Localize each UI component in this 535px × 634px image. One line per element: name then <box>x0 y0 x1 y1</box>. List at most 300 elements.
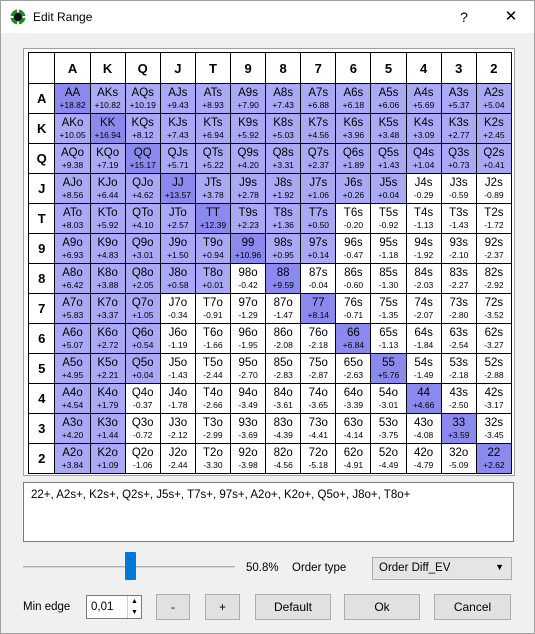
hand-cell[interactable] <box>301 384 336 414</box>
hand-cell[interactable] <box>195 174 230 204</box>
hand-label: 75o <box>308 357 328 369</box>
hand-label: 95s <box>379 237 398 249</box>
hand-cell[interactable] <box>406 444 441 474</box>
hand-ev: -2.18 <box>449 370 469 380</box>
hand-label: T7s <box>308 207 328 219</box>
hand-cell[interactable] <box>195 264 230 294</box>
hand-cell[interactable] <box>231 414 266 444</box>
hand-cell[interactable] <box>336 174 371 204</box>
hand-cell[interactable] <box>336 234 371 264</box>
hand-ev: -2.80 <box>449 310 469 320</box>
hand-cell[interactable] <box>160 264 195 294</box>
hand-cell[interactable] <box>231 114 266 144</box>
hand-cell[interactable] <box>160 324 195 354</box>
hand-cell[interactable] <box>371 354 406 384</box>
min-edge-label: Min edge <box>23 601 71 613</box>
hand-cell[interactable] <box>231 174 266 204</box>
column-header: 9 <box>231 53 266 84</box>
hand-ev: -3.45 <box>484 430 504 440</box>
hand-cell[interactable] <box>301 174 336 204</box>
hand-cell[interactable] <box>195 414 230 444</box>
hand-cell[interactable] <box>301 234 336 264</box>
hand-ev: +1.79 <box>96 400 119 410</box>
hand-cell[interactable] <box>301 354 336 384</box>
hand-cell[interactable] <box>441 414 476 444</box>
range-matrix <box>28 52 512 474</box>
hand-cell[interactable] <box>195 354 230 384</box>
hand-ev: -0.37 <box>133 400 153 410</box>
hand-ev: +1.44 <box>96 430 119 440</box>
hand-cell[interactable] <box>90 204 125 234</box>
hand-cell[interactable] <box>406 294 441 324</box>
min-edge-spinbox[interactable] <box>86 595 142 619</box>
hand-cell[interactable] <box>231 84 266 114</box>
hand-ev: -3.30 <box>203 460 223 470</box>
hand-cell[interactable] <box>195 324 230 354</box>
hand-cell[interactable] <box>441 354 476 384</box>
hand-ev: +4.62 <box>131 190 154 200</box>
hand-ev: +4.20 <box>237 160 259 170</box>
hand-cell[interactable] <box>441 174 476 204</box>
hand-cell[interactable] <box>371 114 406 144</box>
hand-cell[interactable] <box>231 144 266 174</box>
hand-ev: +9.59 <box>272 280 294 290</box>
hand-ev: -3.49 <box>238 400 258 410</box>
column-header: 6 <box>336 53 371 84</box>
hand-cell[interactable] <box>301 114 336 144</box>
hand-label: A5o <box>62 357 83 369</box>
hand-ev: +16.94 <box>94 130 121 140</box>
hand-cell[interactable] <box>441 144 476 174</box>
hand-label: K2s <box>483 117 504 129</box>
hand-ev: +4.54 <box>61 400 84 410</box>
hand-cell[interactable] <box>195 204 230 234</box>
row-header: T <box>29 204 55 234</box>
hand-cell[interactable] <box>195 444 230 474</box>
hand-label: T8o <box>203 267 223 279</box>
hand-label: 62o <box>343 447 363 459</box>
hand-cell[interactable] <box>55 204 90 234</box>
hand-ev: -4.56 <box>273 460 293 470</box>
hand-ev: -2.54 <box>449 340 469 350</box>
hand-ev: +3.31 <box>272 160 294 170</box>
hand-ev: -0.34 <box>168 310 188 320</box>
hand-cell[interactable] <box>266 174 301 204</box>
row-header: A <box>29 84 55 114</box>
hand-cell[interactable] <box>90 84 125 114</box>
hand-ev: -2.83 <box>273 370 293 380</box>
poker-chip-icon <box>10 9 26 25</box>
hand-ev: +8.12 <box>131 130 154 140</box>
hand-cell[interactable] <box>301 414 336 444</box>
hand-label: KJo <box>97 177 118 189</box>
decrease-button[interactable]: - <box>156 594 190 620</box>
hand-cell[interactable] <box>55 84 90 114</box>
hand-cell[interactable] <box>336 114 371 144</box>
hand-cell[interactable] <box>160 354 195 384</box>
hand-ev: +6.88 <box>307 100 330 110</box>
hand-cell[interactable] <box>336 444 371 474</box>
hand-label: JJ <box>172 177 184 189</box>
hand-ev: +4.83 <box>96 250 119 260</box>
hand-cell[interactable] <box>406 234 441 264</box>
hand-ev: -0.04 <box>308 280 328 290</box>
hand-cell[interactable] <box>125 384 160 414</box>
hand-ev: +0.01 <box>202 280 224 290</box>
hand-cell[interactable] <box>371 264 406 294</box>
hand-ev: +1.05 <box>131 310 154 320</box>
hand-cell[interactable] <box>476 294 511 324</box>
hand-ev: +2.37 <box>307 160 330 170</box>
hand-cell[interactable] <box>406 324 441 354</box>
hand-cell[interactable] <box>55 114 90 144</box>
hand-ev: +4.20 <box>61 430 84 440</box>
hand-cell[interactable] <box>90 114 125 144</box>
hand-ev: -4.79 <box>413 460 434 470</box>
hand-label: K5s <box>378 117 399 129</box>
row-header: Q <box>29 144 55 174</box>
hand-cell[interactable] <box>301 444 336 474</box>
hand-cell[interactable] <box>125 414 160 444</box>
hand-cell[interactable] <box>336 144 371 174</box>
hand-cell[interactable] <box>336 384 371 414</box>
row-header: 9 <box>29 234 55 264</box>
hand-cell[interactable] <box>266 294 301 324</box>
hand-label: Q9s <box>237 147 259 159</box>
hand-cell[interactable] <box>231 264 266 294</box>
hand-cell[interactable] <box>371 234 406 264</box>
hand-cell[interactable] <box>301 294 336 324</box>
hand-label: 83o <box>273 417 293 429</box>
hand-cell[interactable] <box>371 84 406 114</box>
hand-cell[interactable] <box>441 444 476 474</box>
hand-ev: +10.19 <box>129 100 156 110</box>
hand-cell[interactable] <box>125 144 160 174</box>
hand-cell[interactable] <box>125 324 160 354</box>
hand-ev: -0.91 <box>203 310 223 320</box>
hand-cell[interactable] <box>55 294 90 324</box>
hand-cell[interactable] <box>266 84 301 114</box>
hand-cell[interactable] <box>231 204 266 234</box>
hand-cell[interactable] <box>336 84 371 114</box>
hand-label: J7s <box>309 177 328 189</box>
hand-cell[interactable] <box>336 204 371 234</box>
hand-cell[interactable] <box>266 114 301 144</box>
hand-ev: +5.07 <box>61 340 84 350</box>
hand-ev: +4.10 <box>131 220 154 230</box>
hand-label: A4o <box>62 387 83 399</box>
hand-ev: -2.66 <box>203 400 223 410</box>
hand-cell[interactable] <box>55 444 90 474</box>
spin-down-icon[interactable]: ▼ <box>127 607 141 618</box>
hand-cell[interactable] <box>90 264 125 294</box>
hand-label: T6o <box>203 327 223 339</box>
hand-label: 42s <box>484 387 504 399</box>
hand-cell[interactable] <box>371 144 406 174</box>
range-slider-thumb[interactable] <box>125 552 136 580</box>
ok-button[interactable]: Ok <box>344 594 420 620</box>
hand-label: J5o <box>168 357 188 369</box>
hand-cell[interactable] <box>371 324 406 354</box>
hand-ev: +10.05 <box>59 130 86 140</box>
hand-cell[interactable] <box>301 264 336 294</box>
hand-cell[interactable] <box>125 234 160 264</box>
hand-cell[interactable] <box>90 414 125 444</box>
hand-ev: -2.44 <box>168 460 188 470</box>
hand-ev: -1.72 <box>484 220 504 230</box>
close-button[interactable]: ✕ <box>504 8 518 25</box>
hand-cell[interactable] <box>55 414 90 444</box>
hand-label: Q4s <box>413 147 435 159</box>
hand-label: 93o <box>238 417 258 429</box>
hand-cell[interactable] <box>90 294 125 324</box>
hand-cell[interactable] <box>371 294 406 324</box>
hand-cell[interactable] <box>90 144 125 174</box>
hand-cell[interactable] <box>55 144 90 174</box>
hand-cell[interactable] <box>195 234 230 264</box>
hand-label: QTo <box>132 207 154 219</box>
hand-cell[interactable] <box>441 294 476 324</box>
hand-cell[interactable] <box>406 114 441 144</box>
hand-label: 73s <box>449 297 468 309</box>
hand-cell[interactable] <box>406 414 441 444</box>
hand-ev: +1.50 <box>167 250 189 260</box>
hand-label: 77 <box>311 297 325 309</box>
hand-label: 72o <box>308 447 328 459</box>
hand-cell[interactable] <box>160 414 195 444</box>
hand-cell[interactable] <box>90 384 125 414</box>
hand-cell[interactable] <box>55 174 90 204</box>
hand-cell[interactable] <box>441 384 476 414</box>
hand-cell[interactable] <box>90 444 125 474</box>
hand-cell[interactable] <box>125 354 160 384</box>
hand-cell[interactable] <box>476 174 511 204</box>
hand-label: 63s <box>449 327 468 339</box>
hand-label: 76o <box>308 327 328 339</box>
hand-cell[interactable] <box>266 264 301 294</box>
hand-cell[interactable] <box>336 414 371 444</box>
hand-ev: -2.27 <box>449 280 469 290</box>
hand-cell[interactable] <box>160 294 195 324</box>
hand-cell[interactable] <box>371 384 406 414</box>
hand-cell[interactable] <box>125 204 160 234</box>
hand-cell[interactable] <box>231 384 266 414</box>
hand-cell[interactable] <box>371 174 406 204</box>
hand-label: ATs <box>203 87 223 99</box>
hand-cell[interactable] <box>476 204 511 234</box>
hand-ev: -1.95 <box>238 340 258 350</box>
hand-ev: -0.92 <box>378 220 399 230</box>
hand-label: T8s <box>273 207 293 219</box>
hand-cell[interactable] <box>195 384 230 414</box>
hand-cell[interactable] <box>406 84 441 114</box>
hand-cell[interactable] <box>336 354 371 384</box>
hand-ev: +1.06 <box>307 190 330 200</box>
hand-cell[interactable] <box>406 174 441 204</box>
hand-ev: -3.98 <box>238 460 258 470</box>
hand-label: Q6s <box>342 147 364 159</box>
hand-ev: +8.03 <box>61 220 84 230</box>
default-button[interactable]: Default <box>255 594 331 620</box>
hand-cell[interactable] <box>476 144 511 174</box>
hand-ev: +6.42 <box>61 280 84 290</box>
spin-up-icon[interactable]: ▲ <box>127 596 141 607</box>
hand-cell[interactable] <box>406 354 441 384</box>
hand-cell[interactable] <box>125 174 160 204</box>
hand-cell[interactable] <box>160 144 195 174</box>
hand-ev: -3.75 <box>378 430 399 440</box>
hand-cell[interactable] <box>371 414 406 444</box>
hand-ev: +8.14 <box>307 310 330 320</box>
hand-cell[interactable] <box>336 324 371 354</box>
hand-cell[interactable] <box>266 384 301 414</box>
hand-cell[interactable] <box>195 84 230 114</box>
column-header: A <box>55 53 90 84</box>
hand-cell[interactable] <box>90 234 125 264</box>
hand-cell[interactable] <box>476 354 511 384</box>
hand-label: 92s <box>484 237 504 249</box>
hand-cell[interactable] <box>195 114 230 144</box>
hand-cell[interactable] <box>231 354 266 384</box>
hand-cell[interactable] <box>266 234 301 264</box>
hand-label: 86s <box>344 267 363 279</box>
hand-ev: +8.56 <box>61 190 84 200</box>
hand-cell[interactable] <box>476 114 511 144</box>
column-header: 8 <box>266 53 301 84</box>
hand-ev: -0.71 <box>343 310 364 320</box>
hand-label: QJo <box>132 177 154 189</box>
hand-cell[interactable] <box>195 144 230 174</box>
order-type-label: Order type <box>292 562 347 574</box>
hand-cell[interactable] <box>231 444 266 474</box>
hand-cell[interactable] <box>195 294 230 324</box>
hand-ev: +5.03 <box>272 130 294 140</box>
hand-cell[interactable] <box>125 444 160 474</box>
row-header: 3 <box>29 414 55 444</box>
hand-cell[interactable] <box>336 294 371 324</box>
hand-cell[interactable] <box>55 324 90 354</box>
hand-cell[interactable] <box>160 174 195 204</box>
hand-cell[interactable] <box>55 234 90 264</box>
hand-cell[interactable] <box>371 204 406 234</box>
hand-cell[interactable] <box>301 84 336 114</box>
hand-cell[interactable] <box>160 84 195 114</box>
hand-cell[interactable] <box>231 324 266 354</box>
hand-ev: -2.70 <box>238 370 258 380</box>
hand-label: 73o <box>308 417 328 429</box>
order-type-select[interactable] <box>372 557 512 580</box>
cancel-button[interactable]: Cancel <box>434 594 511 620</box>
hand-cell[interactable] <box>336 264 371 294</box>
hand-cell[interactable] <box>160 444 195 474</box>
hand-cell[interactable] <box>266 354 301 384</box>
hand-cell[interactable] <box>160 204 195 234</box>
hand-ev: +13.57 <box>164 190 191 200</box>
help-button[interactable]: ? <box>460 9 468 25</box>
hand-cell[interactable] <box>266 324 301 354</box>
hand-cell[interactable] <box>301 324 336 354</box>
hand-label: Q6o <box>131 327 154 339</box>
hand-cell[interactable] <box>441 264 476 294</box>
hand-label: Q5o <box>131 357 154 369</box>
hand-label: J6o <box>168 327 188 339</box>
hand-cell[interactable] <box>55 264 90 294</box>
hand-cell[interactable] <box>476 324 511 354</box>
range-text-area[interactable]: 22+, A2s+, K2s+, Q2s+, J5s+, T7s+, 97s+, A2o+, K2o+, Q5o+, J8o+, T8o+ <box>23 482 514 542</box>
hand-cell[interactable] <box>441 204 476 234</box>
hand-cell[interactable] <box>266 444 301 474</box>
hand-label: 32s <box>484 417 504 429</box>
hand-cell[interactable] <box>160 234 195 264</box>
hand-label: T3s <box>449 207 469 219</box>
hand-cell[interactable] <box>125 84 160 114</box>
hand-cell[interactable] <box>406 264 441 294</box>
hand-cell[interactable] <box>476 84 511 114</box>
hand-cell[interactable] <box>55 384 90 414</box>
hand-cell[interactable] <box>406 204 441 234</box>
hand-cell[interactable] <box>476 234 511 264</box>
hand-label: K3o <box>97 417 118 429</box>
hand-cell[interactable] <box>301 144 336 174</box>
hand-cell[interactable] <box>266 204 301 234</box>
hand-ev: -1.84 <box>413 340 434 350</box>
hand-ev: +2.57 <box>167 220 189 230</box>
hand-cell[interactable] <box>476 384 511 414</box>
hand-ev: -2.44 <box>203 370 223 380</box>
hand-cell[interactable] <box>441 324 476 354</box>
hand-cell[interactable] <box>476 444 511 474</box>
hand-cell[interactable] <box>231 234 266 264</box>
hand-label: J3s <box>449 177 468 189</box>
hand-cell[interactable] <box>55 354 90 384</box>
hand-ev: -1.29 <box>238 310 258 320</box>
hand-label: K2o <box>97 447 118 459</box>
hand-ev: -2.99 <box>203 430 223 440</box>
hand-cell[interactable] <box>476 264 511 294</box>
hand-label: K9s <box>238 117 258 129</box>
hand-cell[interactable] <box>125 264 160 294</box>
hand-cell[interactable] <box>125 294 160 324</box>
hand-label: T9s <box>238 207 258 219</box>
hand-cell[interactable] <box>90 354 125 384</box>
increase-button[interactable]: + <box>205 594 240 620</box>
hand-cell[interactable] <box>476 414 511 444</box>
hand-cell[interactable] <box>90 174 125 204</box>
hand-label: A4s <box>413 87 434 99</box>
hand-cell[interactable] <box>441 114 476 144</box>
hand-cell[interactable] <box>90 324 125 354</box>
hand-cell[interactable] <box>406 384 441 414</box>
hand-cell[interactable] <box>406 144 441 174</box>
hand-ev: +1.92 <box>272 190 294 200</box>
hand-label: Q7s <box>307 147 329 159</box>
hand-ev: -0.29 <box>413 190 434 200</box>
hand-cell[interactable] <box>231 294 266 324</box>
hand-cell[interactable] <box>160 114 195 144</box>
hand-cell[interactable] <box>441 234 476 264</box>
hand-label: 54s <box>414 357 433 369</box>
hand-cell[interactable] <box>266 414 301 444</box>
hand-label: 65o <box>343 357 363 369</box>
hand-cell[interactable] <box>301 204 336 234</box>
hand-cell[interactable] <box>441 84 476 114</box>
hand-cell[interactable] <box>125 114 160 144</box>
hand-cell[interactable] <box>160 384 195 414</box>
hand-label: A5s <box>378 87 399 99</box>
hand-cell[interactable] <box>371 444 406 474</box>
hand-ev: +5.04 <box>483 100 505 110</box>
hand-cell[interactable] <box>266 144 301 174</box>
